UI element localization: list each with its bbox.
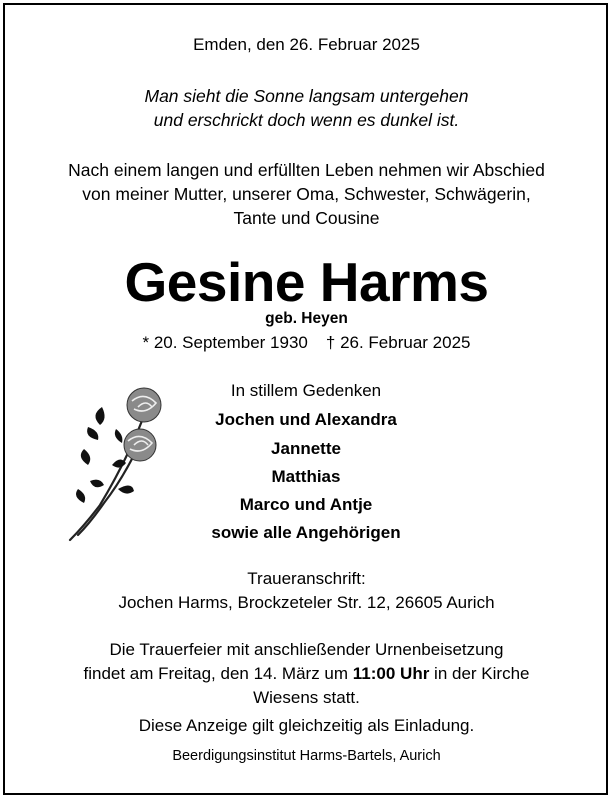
intro-line-2: von meiner Mutter, unserer Oma, Schwester, Schwägerin, xyxy=(82,184,531,204)
poem-line-1: Man sieht die Sonne langsam untergehen xyxy=(144,86,469,106)
poem-line-2: und erschrickt doch wenn es dunkel ist. xyxy=(153,110,460,130)
mourner-name: Jannette xyxy=(271,439,341,458)
birth-date: * 20. September 1930 xyxy=(142,333,308,352)
intro-line-1: Nach einem langen und erfüllten Leben nehmen wir Abschied xyxy=(68,160,545,180)
place-date: Emden, den 26. Februar 2025 xyxy=(193,35,420,54)
mourner-name: Matthias xyxy=(271,467,341,486)
mourners-heading: In stillem Gedenken xyxy=(230,381,382,400)
funeral-place-text: in der Kirche xyxy=(429,664,530,683)
life-dates xyxy=(0,333,613,353)
death-date: † 26. Februar 2025 xyxy=(325,333,471,352)
rose-icon xyxy=(60,385,170,545)
funeral-date-text: findet am Freitag, den 14. März um xyxy=(83,664,353,683)
mourner-name: Marco und Antje xyxy=(239,495,373,514)
invitation-note: Diese Anzeige gilt gleichzeitig als Einladung. xyxy=(138,716,475,735)
mourner-name: Jochen und Alexandra xyxy=(215,410,397,429)
intro-line-3: Tante und Cousine xyxy=(233,208,380,228)
undertaker: Beerdigungsinstitut Harms-Bartels, Aurich xyxy=(172,748,441,764)
mourning-address: Jochen Harms, Brockzeteler Str. 12, 26605 Aurich xyxy=(118,593,495,612)
mourner-name: sowie alle Angehörigen xyxy=(211,523,401,542)
funeral-line-2 xyxy=(0,664,613,684)
birth-name: geb. Heyen xyxy=(265,310,348,327)
address-label: Traueranschrift: xyxy=(247,569,366,588)
deceased-name: Gesine Harms xyxy=(124,251,489,313)
funeral-line-1: Die Trauerfeier mit anschließender Urnenbeisetzung xyxy=(109,640,504,659)
funeral-line-3: Wiesens statt. xyxy=(253,688,360,707)
funeral-time: 11:00 Uhr xyxy=(352,664,430,683)
